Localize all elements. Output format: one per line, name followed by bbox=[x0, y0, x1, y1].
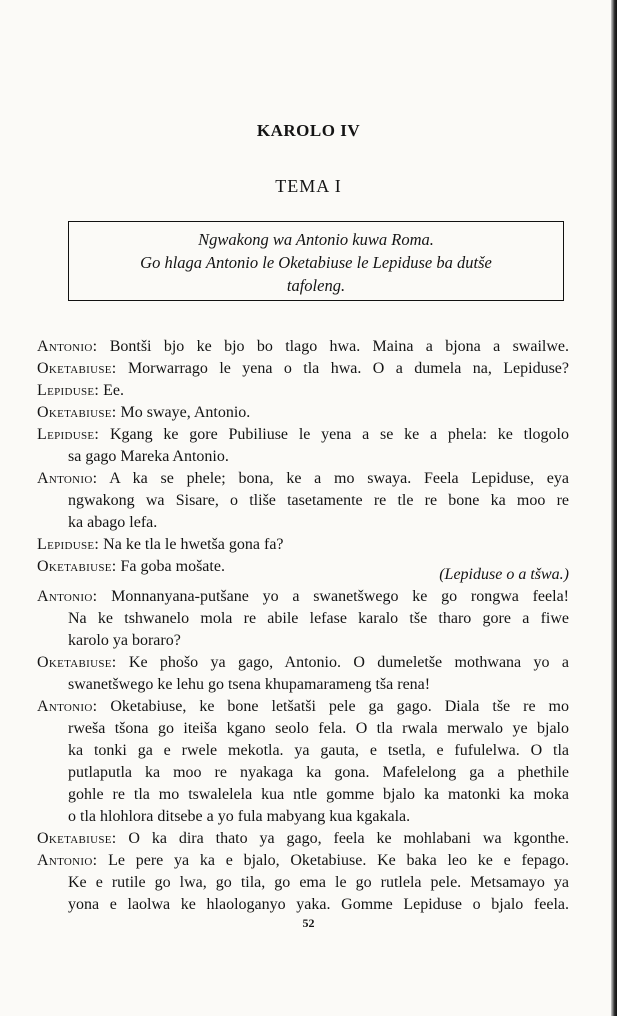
dialogue-text: Morwarrago le yena o tla hwa. O a dumela na, Lepiduse? bbox=[116, 360, 569, 377]
speaker-name: Antonio: bbox=[37, 698, 98, 715]
dialogue-line bbox=[68, 448, 569, 466]
speaker-name: Oketabiuse: bbox=[37, 360, 117, 377]
dialogue-line bbox=[68, 808, 569, 826]
dialogue-text: gohle re tla mo tswalelela kua ntle gomme bjalo ka matonki ka moka bbox=[68, 786, 569, 803]
dialogue-text: putlaputla ka moo re nyakaga ka gona. Mafelelong ga a phethile bbox=[68, 764, 569, 781]
dialogue-text: Ee. bbox=[99, 382, 125, 399]
dialogue-line bbox=[68, 764, 569, 782]
speaker-name: Oketabiuse: bbox=[37, 654, 117, 671]
dialogue-line bbox=[68, 874, 569, 892]
dialogue-line bbox=[37, 426, 569, 444]
dialogue-line bbox=[37, 382, 569, 400]
dialogue-line bbox=[37, 654, 569, 672]
dialogue-text: A ka se phele; bona, ke a mo swaya. Feela Lepiduse, eya bbox=[97, 470, 569, 487]
scene-title: TEMA I bbox=[275, 176, 342, 196]
act-title: KAROLO IV bbox=[256, 121, 361, 140]
dialogue-text: yona e laolwa ke hlaologanyo yaka. Gomme Lepiduse o bjalo feela. bbox=[68, 896, 569, 913]
dialogue-text: Le pere ya ka e bjalo, Oketabiuse. Ke baka leo ke e fepago. bbox=[97, 852, 569, 869]
speaker-name: Antonio: bbox=[37, 338, 98, 355]
stage-direction-box bbox=[68, 221, 564, 301]
dialogue-text: ka abago lefa. bbox=[68, 514, 158, 531]
dialogue-line bbox=[37, 852, 569, 870]
dialogue-text: Monnanyana-putšane yo a swanetšwego ke go rongwa feela! bbox=[97, 588, 569, 605]
speaker-name: Lepiduse: bbox=[37, 426, 100, 443]
dialogue-text: O ka dira thato ya gago, feela ke mohlabani wa kgonthe. bbox=[116, 830, 569, 847]
dialogue-line bbox=[37, 698, 569, 716]
dialogue-text: ka tonki ga e rwele mekotla. ya gauta, e tsetla, e fufulelwa. O tla bbox=[68, 742, 569, 759]
dialogue-line bbox=[37, 360, 569, 378]
dialogue-line bbox=[68, 896, 569, 914]
dialogue-line bbox=[68, 676, 569, 694]
dialogue-text: Oketabiuse, ke bone letšatši pele ga gago. Diala tše re mo bbox=[97, 698, 569, 715]
dialogue-line bbox=[68, 632, 569, 650]
dialogue-line bbox=[68, 610, 569, 628]
stage-box-line-1: Ngwakong wa Antonio kuwa Roma. bbox=[198, 230, 434, 249]
dialogue-text: Kgang ke gore Pubiliuse le yena a se ke a phela: ke tlogolo bbox=[99, 426, 569, 443]
stage-direction: (Lepiduse o a tšwa.) bbox=[439, 566, 569, 583]
page-edge-shadow bbox=[611, 0, 617, 1016]
speaker-name: Antonio: bbox=[37, 588, 98, 605]
stage-box-line-3: tafoleng. bbox=[286, 276, 346, 295]
dialogue-text: rweša tšona go iteiša kgano seolo fela. O tla rwala merwalo ye bjalo bbox=[68, 720, 569, 737]
dialogue-text: Ke phošo ya gago, Antonio. O dumeletše mothwana yo a bbox=[116, 654, 569, 671]
dialogue-line bbox=[68, 514, 569, 532]
dialogue-line bbox=[68, 786, 569, 804]
speaker-name: Antonio: bbox=[37, 470, 98, 487]
dialogue-text: o tla hlohlora ditsebe a yo fula mabyang kua kgakala. bbox=[68, 808, 411, 825]
dialogue-line bbox=[37, 830, 569, 848]
dialogue-text: Bontši bjo ke bjo bo tlago hwa. Maina a bjona a swailwe. bbox=[97, 338, 569, 355]
speaker-name: Lepiduse: bbox=[37, 382, 100, 399]
dialogue-line bbox=[37, 338, 569, 356]
dialogue-text: sa gago Mareka Antonio. bbox=[68, 448, 229, 465]
dialogue-text: Mo swaye, Antonio. bbox=[116, 404, 251, 421]
dialogue-text: Na ke tshwanelo mola re abile lefase karalo tše tharo gore a fiwe bbox=[68, 610, 569, 627]
speaker-name: Oketabiuse: bbox=[37, 558, 117, 575]
dialogue-line bbox=[68, 742, 569, 760]
dialogue-line bbox=[37, 588, 569, 606]
speaker-name: Oketabiuse: bbox=[37, 830, 117, 847]
dialogue-line bbox=[37, 404, 569, 422]
dialogue-line bbox=[37, 470, 569, 488]
page-number: 52 bbox=[302, 916, 315, 930]
dialogue-line bbox=[68, 492, 569, 510]
dialogue-text: ngwakong wa Sisare, o tliše tasetamente re tle re bone ka moo re bbox=[68, 492, 569, 509]
dialogue-text: Na ke tla le hwetša gona fa? bbox=[99, 536, 284, 553]
stage-box-line-2: Go hlaga Antonio le Oketabiuse le Lepiduse ba dutše bbox=[140, 253, 492, 272]
dialogue-text: swanetšwego ke lehu go tsena khupamarameng tša rena! bbox=[68, 676, 431, 693]
dialogue-text: Ke e rutile go lwa, go tila, go ema le go rutlela pele. Metsamayo ya bbox=[68, 874, 569, 891]
dialogue-text: Fa goba mošate. bbox=[116, 558, 225, 575]
dialogue-text: karolo ya boraro? bbox=[68, 632, 181, 649]
dialogue-line bbox=[37, 536, 569, 554]
speaker-name: Antonio: bbox=[37, 852, 98, 869]
speaker-name: Oketabiuse: bbox=[37, 404, 117, 421]
speaker-name: Lepiduse: bbox=[37, 536, 100, 553]
dialogue-line bbox=[68, 720, 569, 738]
